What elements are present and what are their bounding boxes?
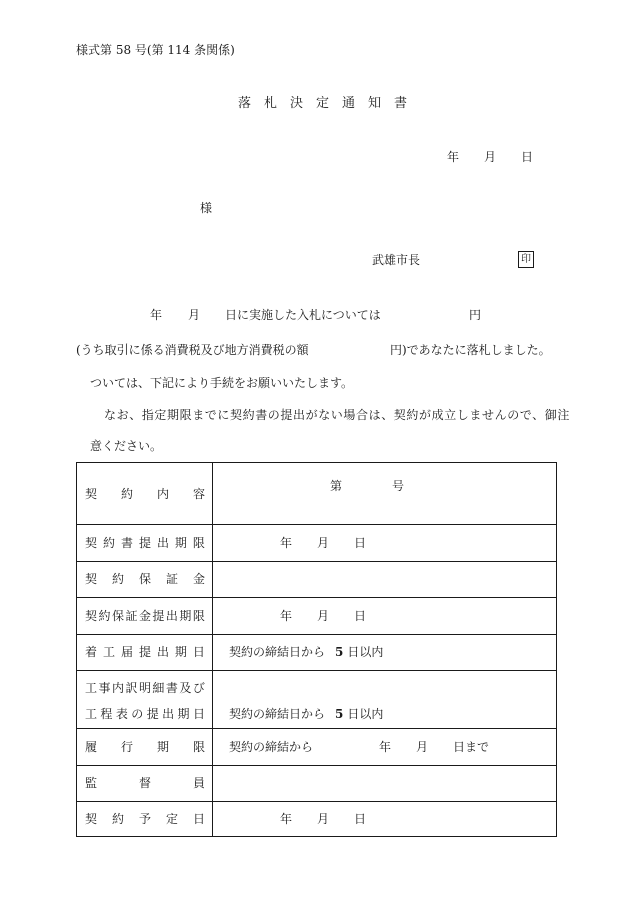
row2-year: 年 [280,536,293,550]
table-row-divider [77,670,556,671]
row7-day-until: 日まで [453,740,490,754]
seal-mark: 印 [518,251,534,268]
addressee-honorific: 様 [200,201,213,215]
row9-month: 月 [317,812,330,826]
label-supervisor: 監 督 員 [85,776,205,790]
label-start-notice-deadline: 着 工 届 提 出 期 日 [85,645,205,659]
label-contract-submission-deadline: 契 約 書 提 出 期 限 [85,536,205,550]
body-line2-a: (うち取引に係る消費税及び地方消費税の額 [76,343,309,357]
row7-month: 月 [416,740,429,754]
row5-value: 契約の締結日から 5 日以内 [229,645,384,659]
table-row-divider [77,524,556,525]
row9-day: 日 [354,812,367,826]
body-line5: 意ください。 [90,439,163,453]
value-dai: 第 [330,479,343,493]
label-contract-guarantee: 契 約 保 証 金 [85,572,205,586]
body-line1-text: 日に実施した入札については [225,308,381,322]
row4-year: 年 [280,609,293,623]
label-breakdown-line1: 工 事 内 訳 明 細 書 及 び [85,681,205,695]
row7-year: 年 [379,740,392,754]
label-breakdown-line2: 工 程 表 の 提 出 期 日 [85,707,205,721]
contract-table [76,462,557,837]
table-row-divider [77,765,556,766]
date-year: 年 [447,150,460,164]
body-line4: なお、指定期限までに契約書の提出がない場合は、契約が成立しませんので、御注 [104,408,570,422]
label-guarantee-deadline: 契 約 保 証 金 提 出 期 限 [85,609,205,623]
date-month: 月 [484,150,497,164]
document-title: 落 札 決 定 通 知 書 [238,96,408,111]
table-row-divider [77,728,556,729]
label-performance-period: 履 行 期 限 [85,740,205,754]
label-contract-content: 契 約 内 容 [85,487,205,501]
body-year: 年 [150,308,163,322]
table-row-divider [77,561,556,562]
form-number: 様式第 58 号(第 114 条関係) [76,43,235,57]
body-line2-b: 円)であなたに落札しました。 [390,343,551,357]
row4-day: 日 [354,609,367,623]
date-day: 日 [521,150,534,164]
table-column-divider [212,463,213,836]
sender-name: 武雄市長 [372,253,421,267]
row4-month: 月 [317,609,330,623]
table-row-divider [77,801,556,802]
row7-value: 契約の締結から [229,740,314,754]
body-month: 月 [188,308,201,322]
row2-month: 月 [317,536,330,550]
table-row-divider [77,634,556,635]
body-line3: ついては、下記により手続をお願いいたします。 [90,376,354,390]
label-scheduled-contract-date: 契 約 予 定 日 [85,812,205,826]
body-yen: 円 [469,308,482,322]
row6-value: 契約の締結日から 5 日以内 [229,707,384,721]
row2-day: 日 [354,536,367,550]
table-row-divider [77,597,556,598]
value-go: 号 [392,479,405,493]
row9-year: 年 [280,812,293,826]
